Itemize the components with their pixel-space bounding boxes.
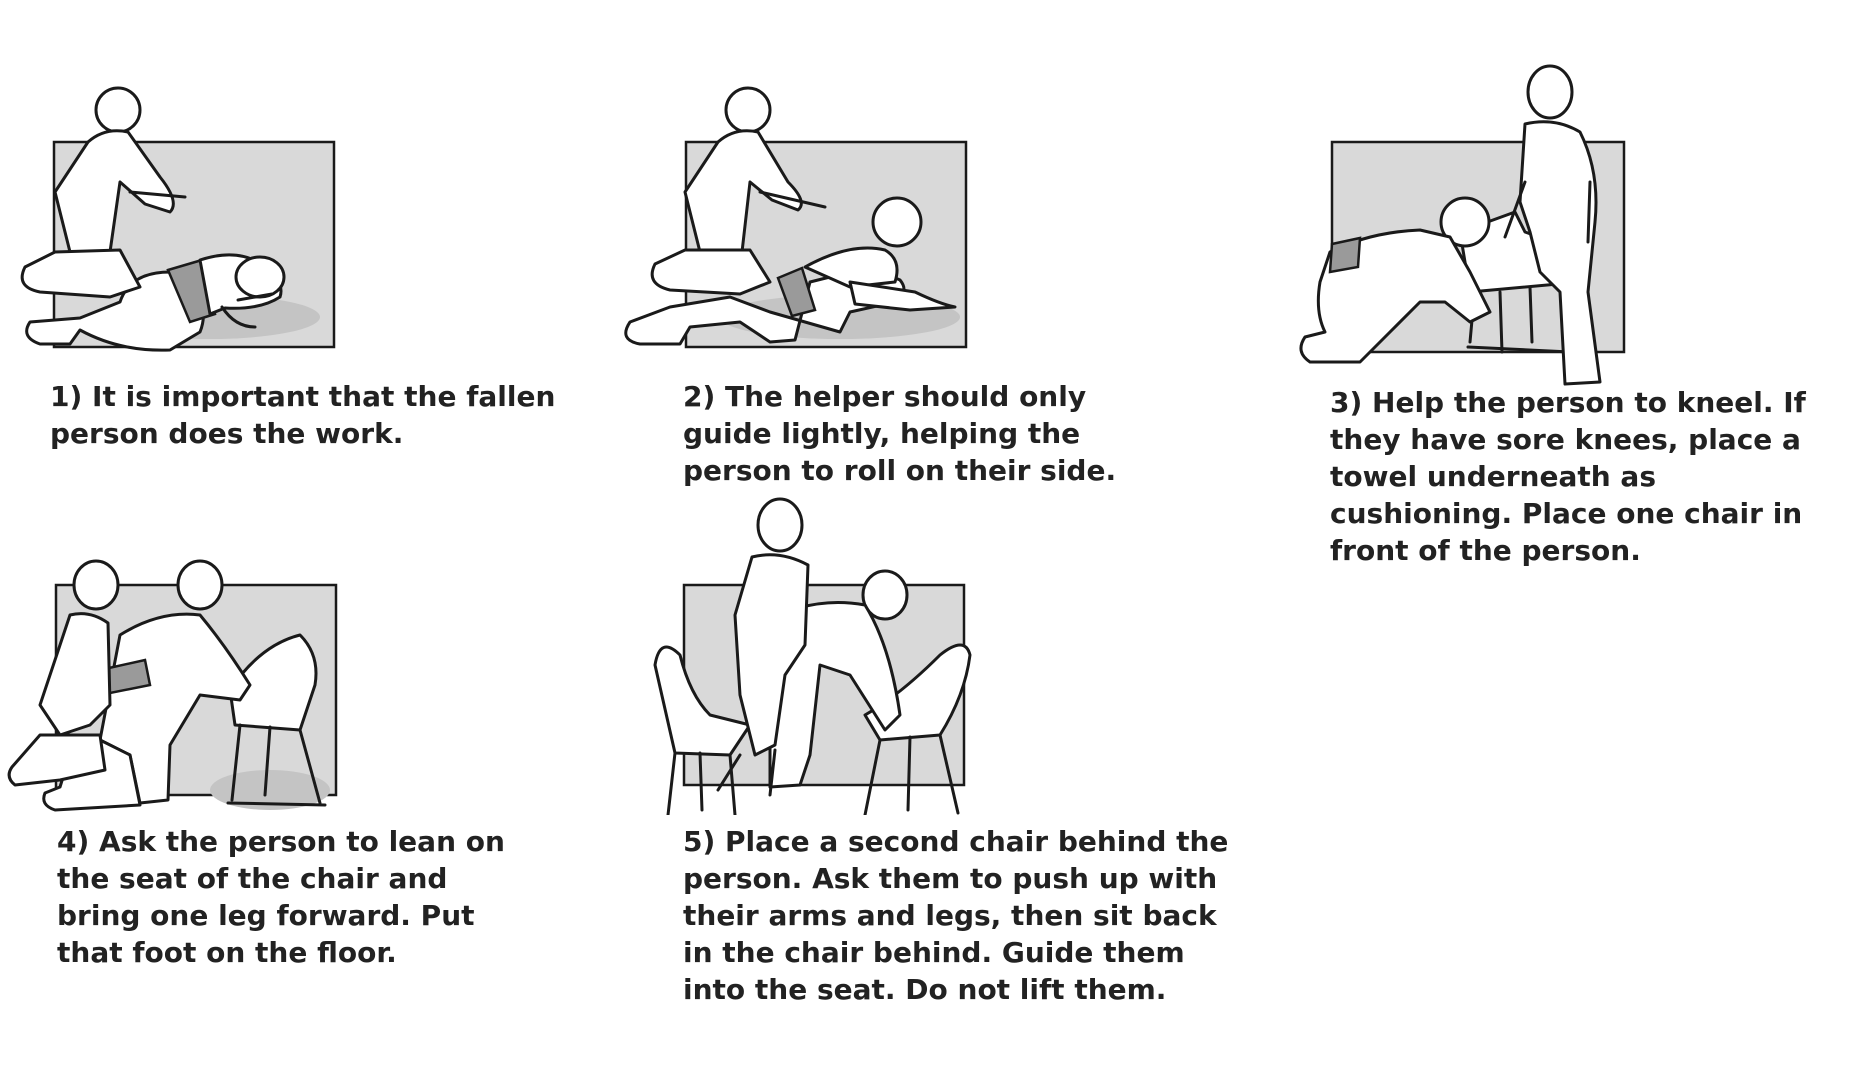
step-2-caption: 2) The helper should only guide lightly, helping the person to roll on their side. [683, 380, 1117, 487]
step-4-illustration [0, 555, 350, 820]
step-3-caption: 3) Help the person to kneel. If they have sore knees, place a towel underneath as cushioning. Place one chair in front of the person. [1330, 386, 1806, 567]
step-5-caption: 5) Place a second chair behind the person. Ask them to push up with their arms and legs, then sit back in the chair behind. Guide them into the seat. Do not lift them. [683, 825, 1229, 1006]
step-1-illustration [10, 82, 340, 360]
step-2-illustration [610, 82, 980, 360]
step-4-caption: 4) Ask the person to lean on the seat of the chair and bring one leg forward. Put that foot on the floor. [57, 825, 505, 969]
step-1-caption: 1) It is important that the fallen person does the work. [50, 380, 556, 450]
step-5-illustration [640, 495, 990, 815]
step-3-illustration [1270, 62, 1670, 392]
